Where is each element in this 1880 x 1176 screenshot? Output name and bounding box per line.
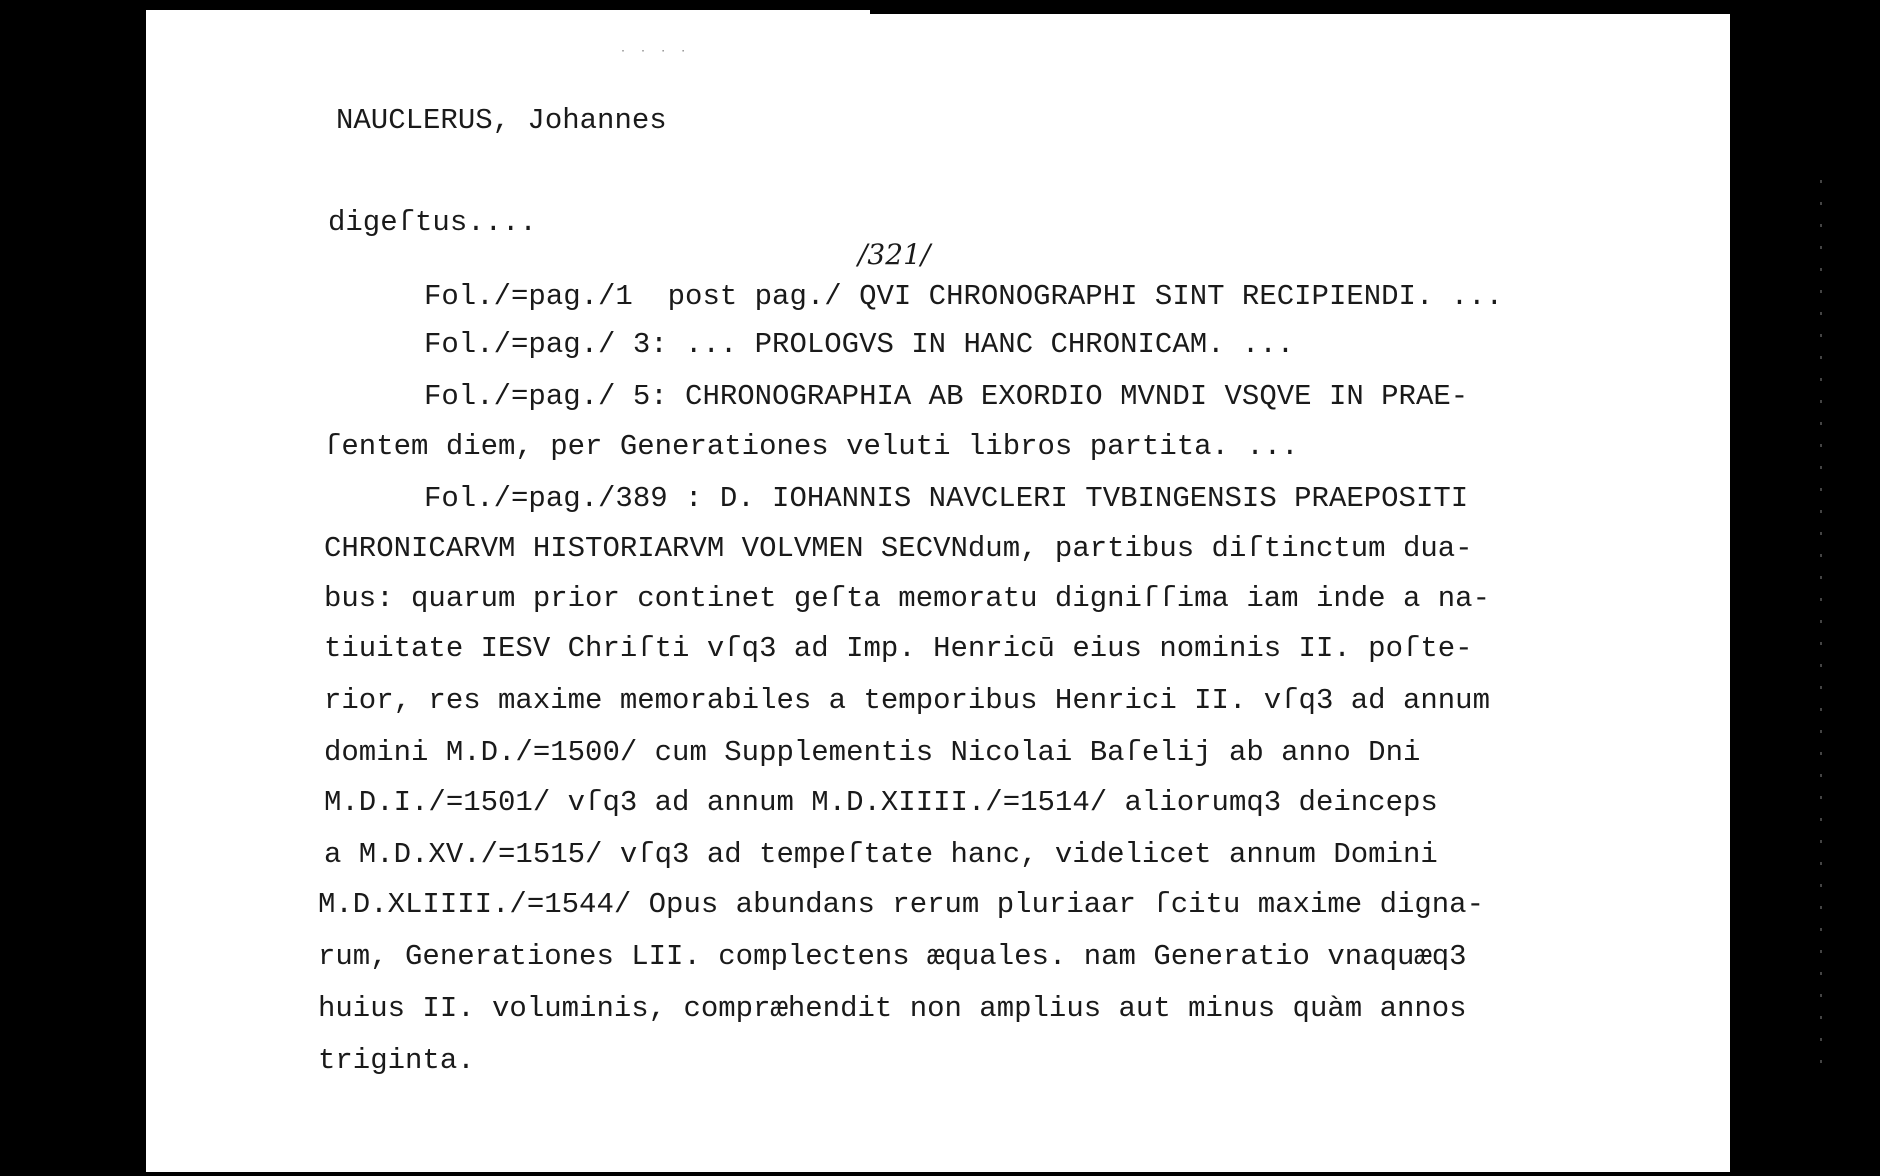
text-line: Fol./=pag./ 3: ... PROLOGVS IN HANC CHRONICAM. ... (424, 328, 1295, 361)
text-line: domini M.D./=1500/ cum Supplementis Nicolai Baſelij ab anno Dni (324, 736, 1421, 769)
text-line: Fol./=pag./ 5: CHRONOGRAPHIA AB EXORDIO MVNDI VSQVE IN PRAE- (424, 380, 1469, 413)
scan-specks: · · · · (620, 46, 691, 57)
text-line: Fol./=pag./1 post pag./ QVI CHRONOGRAPHI SINT RECIPIENDI. ... (424, 280, 1503, 313)
text-line: huius II. voluminis, compræhendit non amplius aut minus quàm annos (318, 992, 1467, 1025)
text-line: tiuitate IESV Chriſti vſq3 ad Imp. Henricū eius nominis II. poſte- (324, 632, 1473, 665)
text-line: triginta. (318, 1044, 475, 1077)
text-line: M.D.I./=1501/ vſq3 ad annum M.D.XIIII./=1514/ aliorumq3 deinceps (324, 786, 1438, 819)
text-line: ſentem diem, per Generationes veluti libros partita. ... (324, 430, 1299, 463)
top-edge-shadow (870, 0, 1730, 14)
scan-edge-marks (1820, 180, 1822, 1080)
card-heading: NAUCLERUS, Johannes (336, 104, 667, 137)
text-line: rum, Generationes LII. complectens æquales. nam Generatio vnaquæq3 (318, 940, 1467, 973)
text-line: bus: quarum prior continet geſta memoratu digniſſima iam inde a na- (324, 582, 1490, 615)
text-line: a M.D.XV./=1515/ vſq3 ad tempeſtate hanc, videlicet annum Domini (324, 838, 1438, 871)
text-line: rior, res maxime memorabiles a temporibus Henrici II. vſq3 ad annum (324, 684, 1490, 717)
text-line: digeſtus.... (328, 206, 537, 239)
handwritten-page-note: /321/ (858, 238, 931, 271)
text-line: CHRONICARVM HISTORIARVM VOLVMEN SECVNdum, partibus diſtinctum dua- (324, 532, 1473, 565)
text-line: Fol./=pag./389 : D. IOHANNIS NAVCLERI TVBINGENSIS PRAEPOSITI (424, 482, 1469, 515)
text-line: M.D.XLIIII./=1544/ Opus abundans rerum pluriaar ſcitu maxime digna- (318, 888, 1484, 921)
